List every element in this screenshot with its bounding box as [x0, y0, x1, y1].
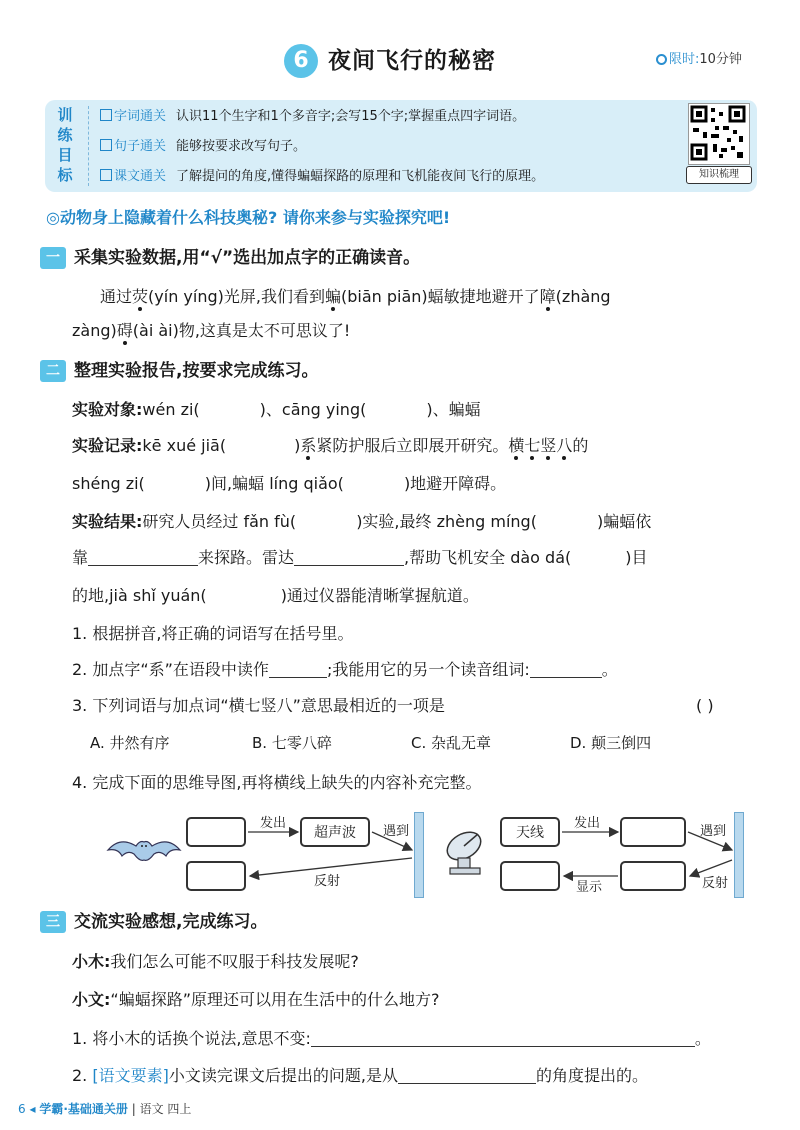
goal-text: 了解提问的角度,懂得蝙蝠探路的原理和飞机能夜间飞行的原理。 — [176, 169, 545, 184]
section-badge: 一 — [40, 247, 66, 269]
goal-row — [100, 136, 306, 158]
section-title: 整理实验报告,按要求完成练习。 — [74, 361, 319, 381]
section-badge: 三 — [40, 911, 66, 933]
training-goals-tag — [50, 105, 80, 187]
goal-tag: 句子通关 — [114, 139, 167, 154]
radar-antenna-icon — [440, 826, 492, 878]
choice-b[interactable]: B. 七零八碎 — [252, 734, 332, 752]
lesson-number-badge: 6 — [284, 44, 318, 78]
goals-tag-char: 训 — [57, 106, 73, 124]
checkbox-icon — [100, 139, 112, 151]
goal-text: 认识11个生字和1个多音字;会写15个字;掌握重点四字词语。 — [176, 109, 526, 124]
footer: 6 ◂ 学霸·基础通关册 | 语文 四上 — [18, 1102, 192, 1116]
mindmap-label-meet: 遇到 — [383, 824, 410, 839]
mindmap-blank-box[interactable] — [620, 817, 686, 847]
time-limit — [656, 49, 742, 71]
question-3: 3. 下列词语与加点词“横七竖八”意思最相近的一项是 — [72, 696, 445, 715]
subject-label: 语文 四上 — [139, 1102, 192, 1116]
question-4: 4. 完成下面的思维导图,再将横线上缺失的内容补充完整。 — [72, 773, 482, 792]
goals-tag-char: 练 — [57, 126, 73, 144]
choice-a[interactable]: A. 井然有序 — [90, 734, 170, 752]
intro-line: ◎动物身上隐藏着什么科技奥秘? 请你来参与实验探究吧! — [46, 208, 451, 227]
mindmap-label-show: 显示 — [576, 880, 603, 895]
answer-blank[interactable] — [88, 547, 198, 566]
dotted-char: 八 — [556, 436, 573, 455]
obstacle-wall-right — [734, 812, 744, 898]
answer-blank[interactable] — [530, 659, 602, 678]
answer-blank[interactable] — [398, 1065, 536, 1084]
choice-d[interactable]: D. 颠三倒四 — [570, 734, 652, 752]
pinyin-line: 通过荧(yín yíng)光屏,我们看到蝙(biān piān)蝠敏捷地避开了障(zhàng — [100, 287, 611, 306]
mindmap-box-antenna: 天线 — [500, 817, 560, 847]
time-limit-value: 10分钟 — [699, 52, 742, 67]
goals-tag-char: 目 — [57, 146, 73, 164]
dotted-char: 系 — [300, 436, 317, 455]
report-line: 实验对象:wén zi( )、cāng ying( )、蝙蝠 — [72, 400, 481, 419]
mindmap-blank-box[interactable] — [620, 861, 686, 891]
goal-tag: 课文通关 — [114, 169, 167, 184]
bat-icon — [106, 832, 182, 868]
mindmap-blank-box[interactable] — [186, 817, 246, 847]
dotted-char: 荧 — [132, 287, 149, 306]
question-3-2: 2. [语文要素]小文读完课文后提出的问题,是从 的角度提出的。 — [72, 1066, 648, 1085]
dotted-char: 竖 — [540, 436, 557, 455]
mindmap-blank-box[interactable] — [186, 861, 246, 891]
report-line: 靠 来探路。雷达 ,帮助飞机安全 dào dá( )目 — [72, 548, 648, 567]
qr-label: 知识梳理 — [686, 166, 752, 184]
goal-row — [100, 166, 544, 188]
mindmap-label-emit: 发出 — [574, 816, 601, 831]
element-tag: [语文要素] — [92, 1066, 169, 1085]
section-title: 采集实验数据,用“√”选出加点字的正确读音。 — [74, 248, 421, 268]
report-line: 实验记录:kē xué jiā( )系紧防护服后立即展开研究。横七竖八的 — [72, 436, 589, 455]
dotted-char: 七 — [524, 436, 541, 455]
obstacle-wall-left — [414, 812, 424, 898]
report-line: 的地,jià shǐ yuán( )通过仪器能清晰掌握航道。 — [72, 586, 479, 605]
dotted-char: 横 — [508, 436, 525, 455]
answer-paren[interactable]: ( ) — [696, 696, 714, 715]
report-line: shéng zi( )间,蝙蝠 líng qiǎo( )地避开障碍。 — [72, 474, 507, 493]
page-number: 6 — [18, 1102, 26, 1116]
mindmap-label-emit: 发出 — [260, 816, 287, 831]
goal-row — [100, 106, 525, 128]
qr-code-icon[interactable] — [688, 103, 750, 165]
answer-blank[interactable] — [294, 547, 404, 566]
section-title: 交流实验感想,完成练习。 — [74, 912, 268, 932]
dotted-char: 障 — [539, 287, 556, 306]
goal-text: 能够按要求改写句子。 — [176, 139, 307, 154]
goals-divider — [88, 106, 90, 186]
dialogue-xiaowen: 小文:“蝙蝠探路”原理还可以用在生活中的什么地方? — [72, 990, 440, 1009]
mindmap-blank-box[interactable] — [500, 861, 560, 891]
goal-tag: 字词通关 — [114, 109, 167, 124]
choice-c[interactable]: C. 杂乱无章 — [411, 734, 492, 752]
mindmap-label-meet: 遇到 — [700, 824, 727, 839]
dialogue-xiaomu: 小木:我们怎么可能不叹服于科技发展呢? — [72, 952, 359, 971]
answer-blank[interactable] — [269, 659, 327, 678]
series-name: 学霸·基础通关册 — [39, 1102, 128, 1116]
goals-tag-char: 标 — [57, 166, 73, 184]
mindmap-box-ultrasound: 超声波 — [300, 817, 370, 847]
clock-icon — [656, 54, 667, 65]
triangle-icon: ◂ — [29, 1102, 36, 1116]
checkbox-icon — [100, 169, 112, 181]
answer-blank[interactable] — [311, 1028, 695, 1047]
section-badge: 二 — [40, 360, 66, 382]
report-line: 实验结果:研究人员经过 fǎn fù( )实验,最终 zhèng míng( )蝙蝠依 — [72, 512, 652, 531]
lesson-title: 夜间飞行的秘密 — [328, 48, 496, 74]
time-limit-label: 限时: — [669, 52, 700, 67]
mindmap-label-reflect: 反射 — [314, 874, 341, 889]
dotted-char: 蝙 — [324, 287, 341, 306]
question-3-1: 1. 将小木的话换个说法,意思不变: 。 — [72, 1029, 711, 1048]
question-2: 2. 加点字“系”在语段中读作 ;我能用它的另一个读音组词: 。 — [72, 660, 618, 679]
checkbox-icon — [100, 109, 112, 121]
pinyin-line: zàng)碍(ài ài)物,这真是太不可思议了! — [72, 321, 351, 340]
dotted-char: 碍 — [116, 321, 133, 340]
question-1: 1. 根据拼音,将正确的词语写在括号里。 — [72, 624, 354, 643]
mindmap-label-reflect: 反射 — [702, 876, 729, 891]
